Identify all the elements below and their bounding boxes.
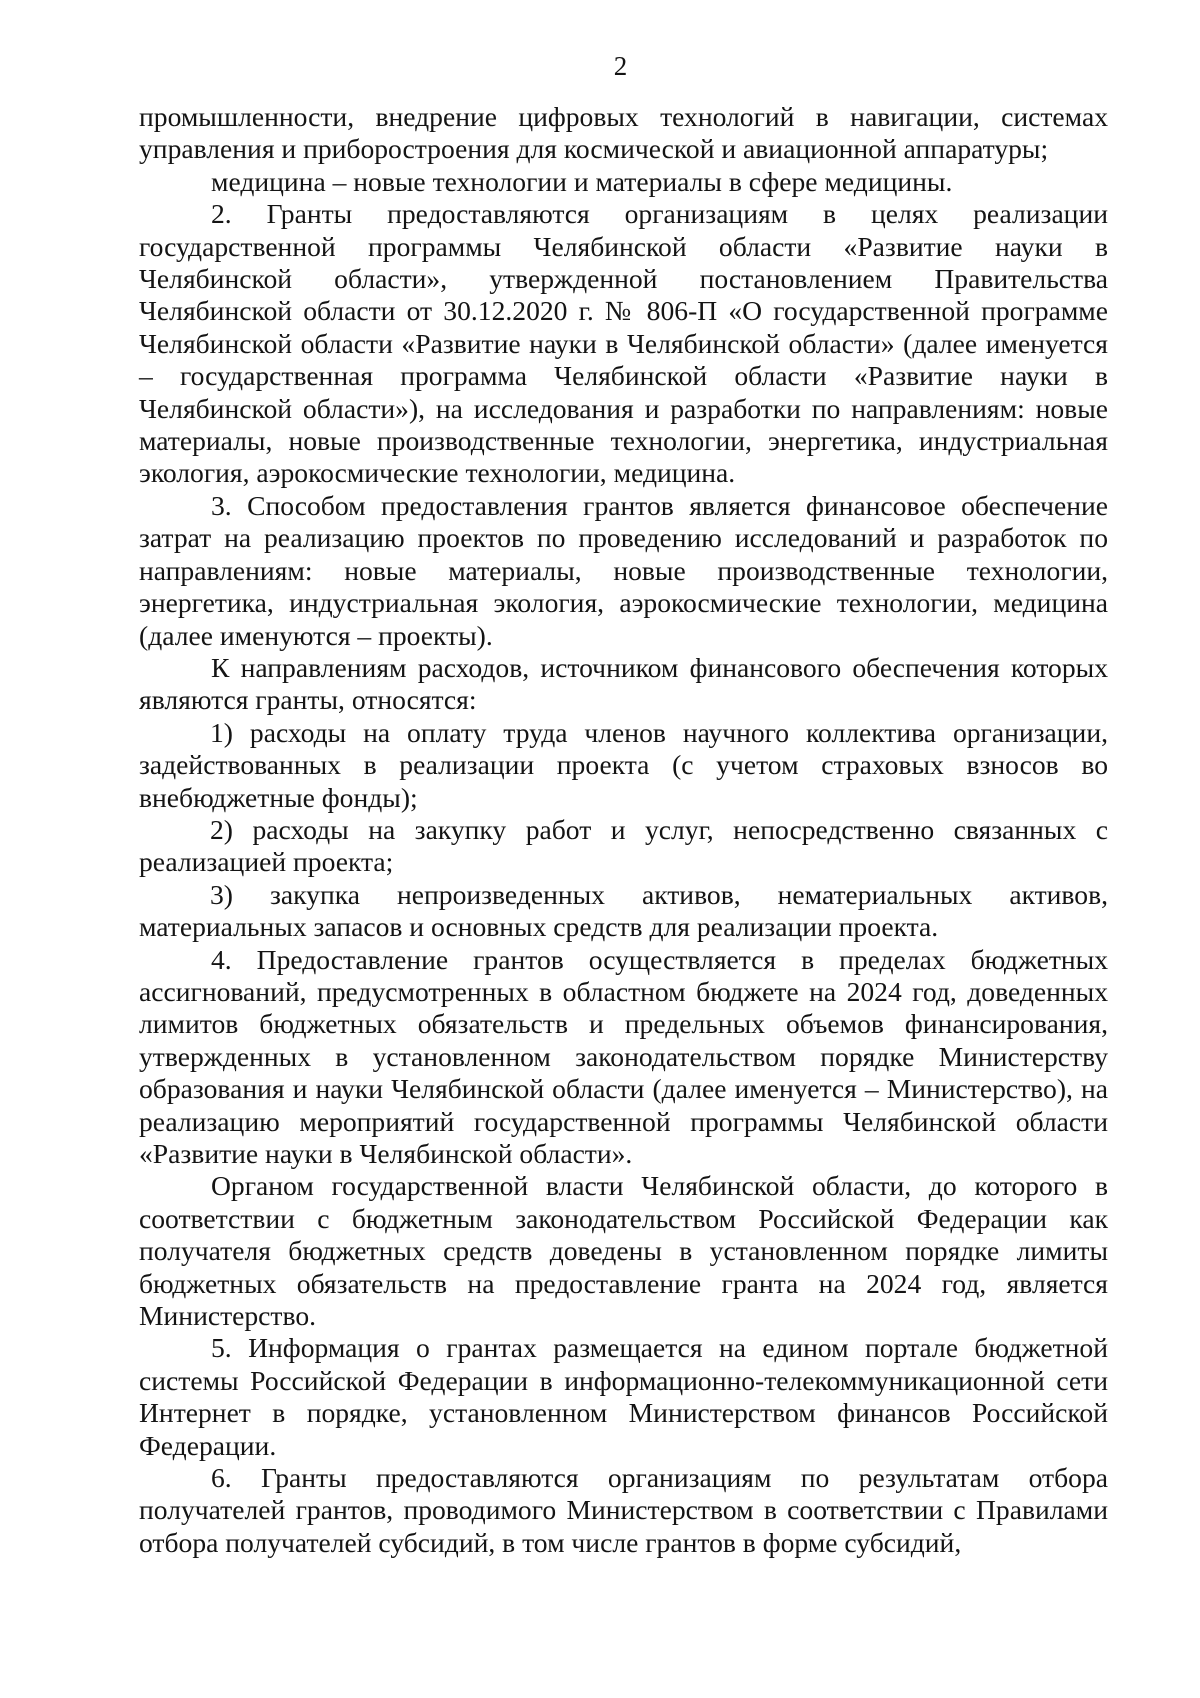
paragraph-authority: Органом государственной власти Челябинской области, до которого в соответствии с бюджетным законодательством Российской Федерации как получателя бюджетных средств доведены в установленном порядке лимиты бюджетных обязательств на предоставление гранта на 2024 год, является Министерство.	[139, 1170, 1108, 1332]
paragraph-expense-directions: К направлениям расходов, источником финансового обеспечения которых являются гранты, относятся:	[139, 651, 1108, 716]
paragraph-medicine: медицина – новые технологии и материалы в сфере медицины.	[211, 165, 953, 197]
page-number: 2	[613, 51, 628, 81]
document-body	[139, 101, 1108, 1559]
list-item-3: 3) закупка непроизведенных активов, нематериальных активов, материальных запасов и основных средств для реализации проекта.	[139, 878, 1108, 943]
paragraph-item-5: 5. Информация о грантах размещается на едином портале бюджетной системы Российской Федерации в информационно-телекоммуникационной сети Интернет в порядке, установленном Министерством финансов Российской Федерации.	[139, 1332, 1108, 1461]
list-item-1: 1) расходы на оплату труда членов научного коллектива организации, задействованных в реализации проекта (с учетом страховых взносов во внебюджетные фонды);	[139, 716, 1108, 813]
paragraph-item-3: 3. Способом предоставления грантов является финансовое обеспечение затрат на реализацию проектов по проведению исследований и разработок по направлениям: новые материалы, новые производственные технологии, энергетика, индустриальная экология, аэрокосмические технологии, медицина (далее именуются – проекты).	[139, 489, 1108, 651]
paragraph-item-4: 4. Предоставление грантов осуществляется в пределах бюджетных ассигнований, предусмотренных в областном бюджете на 2024 год, доведенных лимитов бюджетных обязательств и предельных объемов финансирования, утвержденных в установленном законодательством порядке Министерству образования и науки Челябинской области (далее именуется – Министерство), на реализацию мероприятий государственной программы Челябинской области «Развитие науки в Челябинской области».	[139, 943, 1108, 1169]
paragraph-continuation: промышленности, внедрение цифровых технологий в навигации, системах управления и приборостроения для космической и авиационной аппаратуры;	[139, 101, 1108, 165]
paragraph-item-6: 6. Гранты предоставляются организациям по результатам отбора получателей грантов, проводимого Министерством в соответствии с Правилами отбора получателей субсидий, в том числе грантов в форме субсидий,	[139, 1462, 1108, 1558]
paragraph-item-2: 2. Гранты предоставляются организациям в целях реализации государственной программы Челябинской области «Развитие науки в Челябинской области», утвержденной постановлением Правительства Челябинской области от 30.12.2020 г. № 806-П «О государственной программе Челябинской области «Развитие науки в Челябинской области» (далее именуется – государственная программа Челябинской области «Развитие науки в Челябинской области»), на исследования и разработки по направлениям: новые материалы, новые производственные технологии, энергетика, индустриальная экология, аэрокосмические технологии, медицина.	[139, 198, 1108, 489]
list-item-2: 2) расходы на закупку работ и услуг, непосредственно связанных с реализацией проекта;	[139, 813, 1108, 878]
